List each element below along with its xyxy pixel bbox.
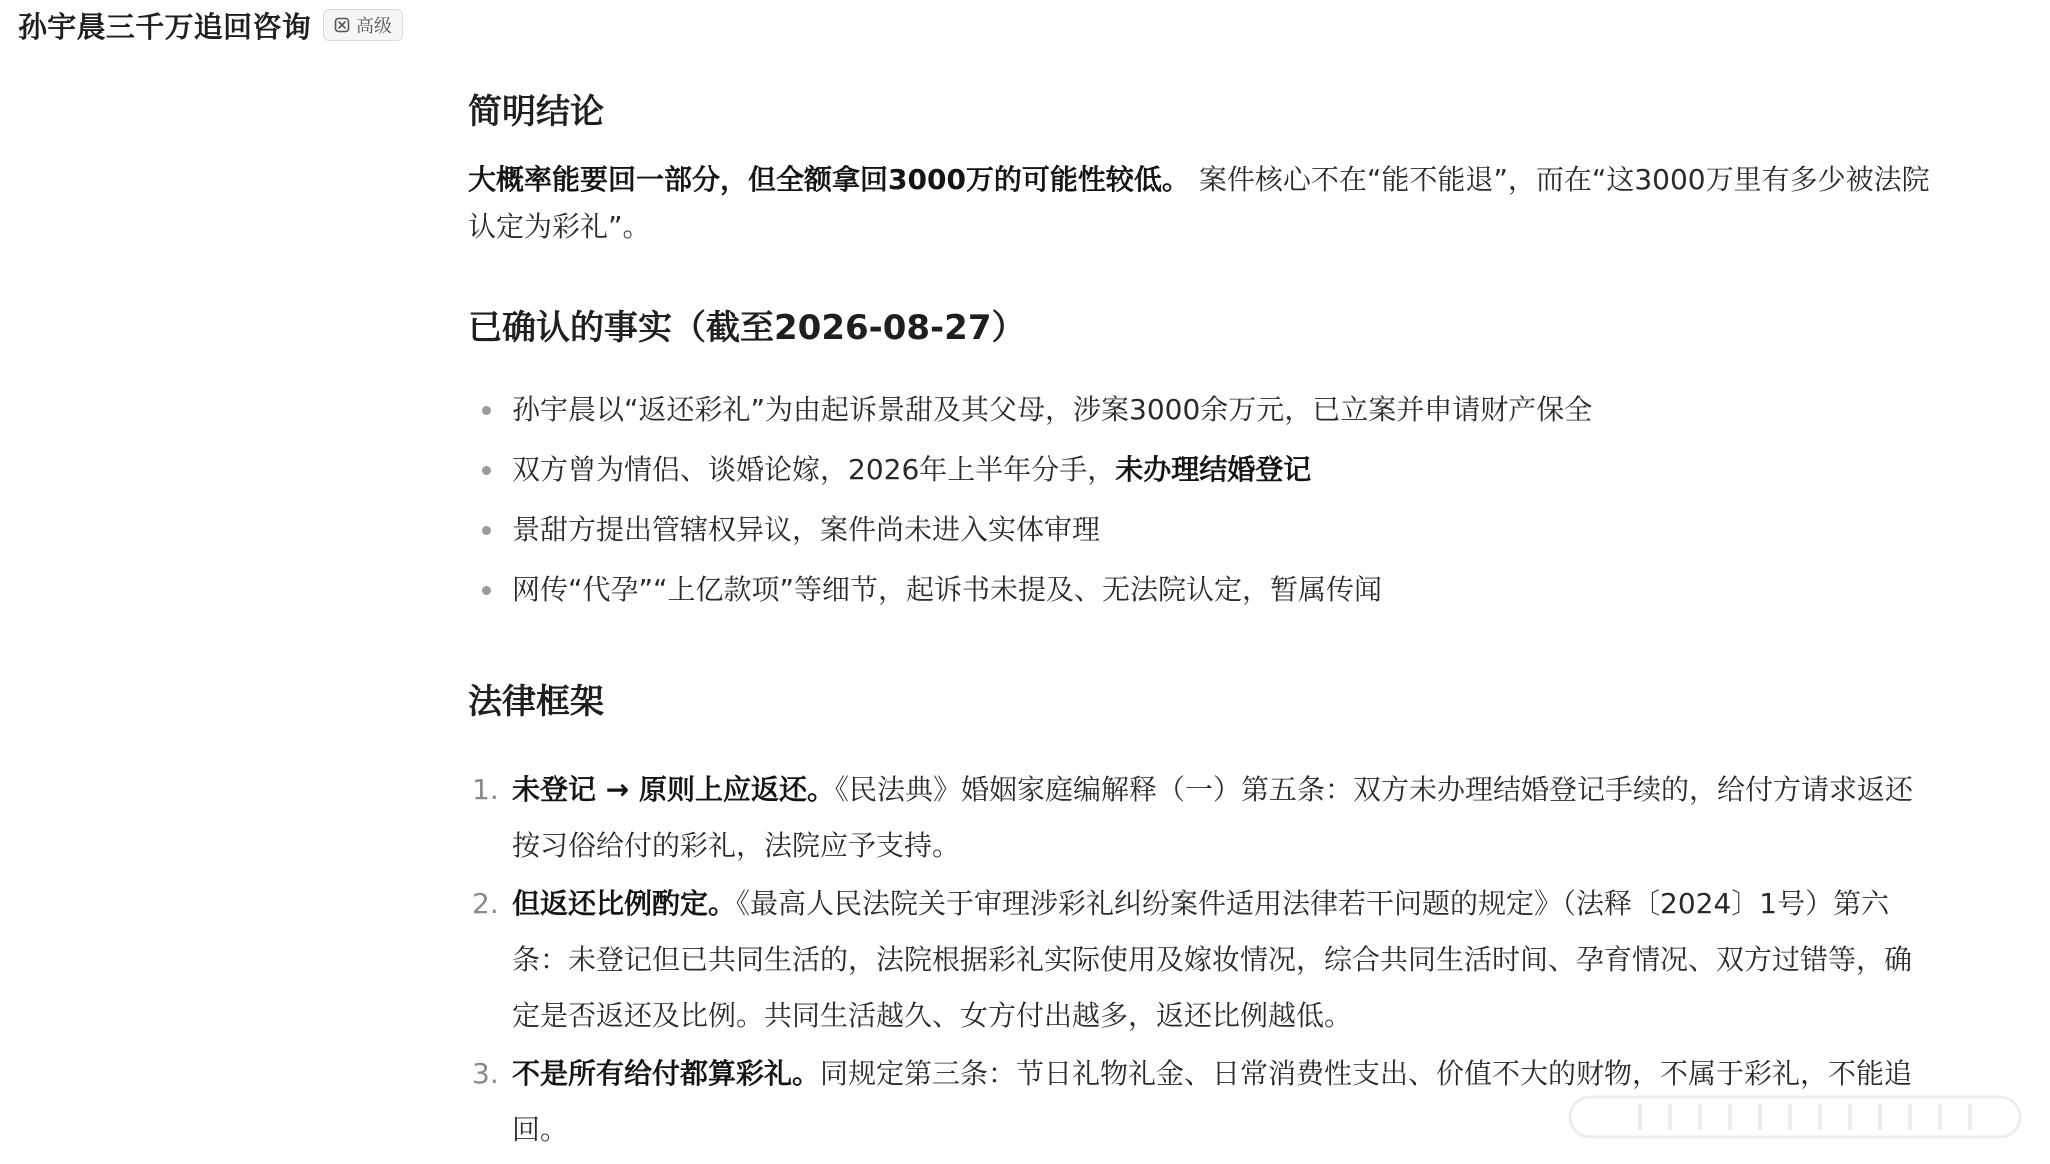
list-number: 2. bbox=[472, 887, 499, 920]
law-text: 《最高人民法院关于审理涉彩礼纠纷案件适用法律若干问题的规定》（法释〔2024〕1号）第六条：未登记但已共同生活的，法院根据彩礼实际使用及嫁妆情况，综合共同生活时间、孕育情况、双方过错等，确定是否返还及比例。共同生活越久、女方付出越多，返还比例越低。 bbox=[512, 887, 1913, 1032]
message-content bbox=[468, 82, 1938, 1160]
list-item bbox=[468, 440, 1938, 500]
law-bold: 但返还比例酌定。 bbox=[512, 887, 737, 920]
bullet-icon bbox=[482, 586, 491, 595]
fact-bold: 未办理结婚登记 bbox=[1115, 453, 1312, 486]
facts-list bbox=[468, 380, 1938, 620]
list-item bbox=[468, 876, 1938, 1044]
conversation-title[interactable]: 孙宇晨三千万追回咨询 bbox=[18, 9, 312, 44]
list-number: 1. bbox=[472, 773, 499, 806]
law-heading: 法律框架 bbox=[468, 682, 604, 722]
conclusion-heading: 简明结论 bbox=[468, 92, 604, 132]
watermark-logo bbox=[1560, 1082, 2030, 1152]
bullet-icon bbox=[482, 526, 491, 535]
top-bar bbox=[18, 6, 403, 44]
list-item bbox=[468, 380, 1938, 440]
sparkle-icon bbox=[334, 17, 350, 33]
conclusion-text: 案件核心不在“能不能退”，而在“这3000万里有多少被法院认定为彩礼”。 bbox=[468, 163, 1930, 243]
fact-text: 景甜方提出管辖权异议，案件尚未进入实体审理 bbox=[512, 513, 1101, 546]
tier-badge-label: 高级 bbox=[356, 16, 393, 37]
list-number: 3. bbox=[472, 1057, 499, 1090]
list-item bbox=[468, 500, 1938, 560]
tier-badge[interactable] bbox=[323, 9, 403, 41]
law-bold: 不是所有给付都算彩礼。 bbox=[512, 1057, 821, 1090]
list-item bbox=[468, 560, 1938, 620]
list-item bbox=[468, 762, 1938, 874]
facts-heading: 已确认的事实（截至2026-08-27） bbox=[468, 308, 1026, 348]
bullet-icon bbox=[482, 466, 491, 475]
law-text: 《民法典》婚姻家庭编解释（一）第五条：双方未办理结婚登记手续的，给付方请求返还按习俗给付的彩礼，法院应予支持。 bbox=[512, 773, 1913, 862]
law-bold: 未登记 → 原则上应返还。 bbox=[512, 773, 835, 806]
conclusion-bold: 大概率能要回一部分，但全额拿回3000万的可能性较低。 bbox=[468, 163, 1190, 196]
fact-text: 孙宇晨以“返还彩礼”为由起诉景甜及其父母，涉案3000余万元，已立案并申请财产保全 bbox=[512, 393, 1593, 426]
fact-text: 双方曾为情侣、谈婚论嫁，2026年上半年分手， bbox=[512, 453, 1116, 486]
conclusion-paragraph bbox=[468, 156, 1938, 250]
fact-text: 网传“代孕”“上亿款项”等细节，起诉书未提及、无法院认定，暂属传闻 bbox=[512, 573, 1383, 606]
law-text: 同规定第三条：节日礼物礼金、日常消费性支出、价值不大的财物，不属于彩礼，不能追回。 bbox=[512, 1057, 1913, 1146]
bullet-icon bbox=[482, 406, 491, 415]
